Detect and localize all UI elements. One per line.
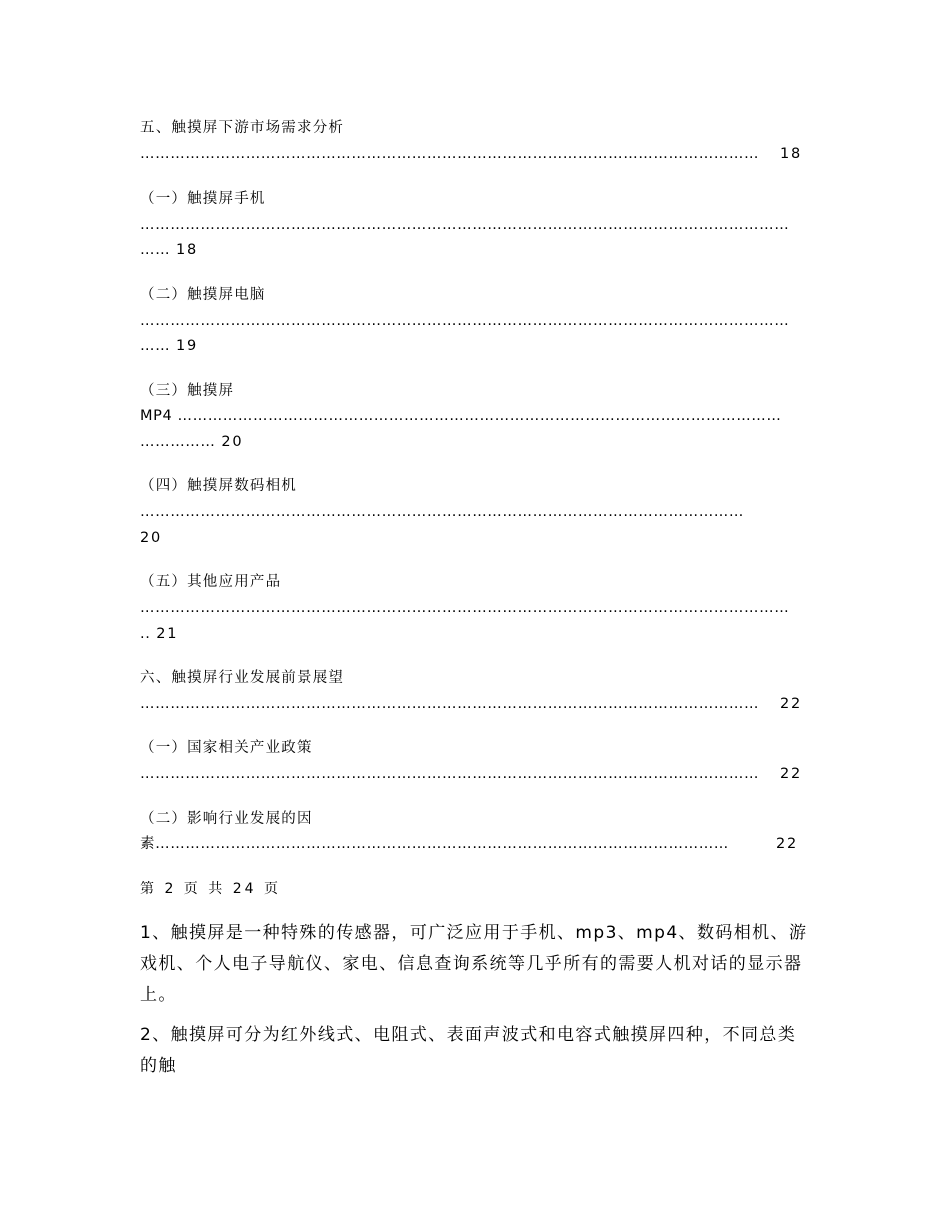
body-paragraph: 1、触摸屏是一种特殊的传感器，可广泛应用于手机、mp3、mp4、数码相机、游戏机、个人电子导航仪、家电、信息查询系统等几乎所有的需要人机对话的显示器上。 [140,923,808,1005]
toc-entry-title[interactable]: 五、触摸屏下游市场需求分析 [140,120,345,136]
toc-leader-dots: ………………………………………………………………………………………………………… [140,504,744,520]
toc-leader-dots: ………………………………………………………………………………………………………………… [140,217,790,233]
toc-leader-dots: .. [140,626,151,642]
toc-leader-dots: …………………………………………………………………………………………………………… [140,696,760,712]
toc-leader-dots: …………………………………………………………………………………………………………… [140,766,760,782]
toc-entry-leader [140,765,776,783]
toc-page-number: 20 [221,434,244,450]
toc-entry-leader [140,145,780,163]
toc-page-number: 21 [156,626,179,642]
toc-page-number: 22 [780,766,803,782]
toc-leader-dots: ………………………………………………………………………………………………………………… [140,600,790,616]
toc-leader-dots: …… [140,242,171,258]
toc-page-number: 22 [776,836,799,852]
toc-leader-dots: MP4 ………………………………………………………………………………………………………… [140,408,782,424]
toc-leader-dots: 素…………………………………………………………………………………………………… [140,836,729,852]
toc-page-number: 22 [780,696,803,712]
toc-entry-leader [140,835,772,853]
toc-entry-title[interactable]: （二）触摸屏电脑 [140,287,266,303]
toc-page-number: 20 [140,530,163,546]
toc-entry-leader [140,599,810,617]
toc-entry-title[interactable]: 六、触摸屏行业发展前景展望 [140,670,345,686]
toc-page-number: 18 [780,146,803,162]
toc-leader-dots: ………………………………………………………………………………………………………………… [140,313,790,329]
body-paragraph: 2、触摸屏可分为红外线式、电阻式、表面声波式和电容式触摸屏四种，不同总类的触 [140,1025,797,1076]
toc-leader-dots: …… [140,338,171,354]
toc-entry-title[interactable]: （一）触摸屏手机 [140,191,266,207]
toc-page-number: 18 [176,242,199,258]
toc-entry-continuation [140,337,198,355]
toc-entry-leader [140,407,810,425]
toc-entry-leader [140,216,810,234]
toc-leader-dots: …………… [140,434,216,450]
toc-entry-leader [140,503,796,521]
toc-entry-continuation [140,625,178,643]
toc-entry-title[interactable]: （一）国家相关产业政策 [140,740,313,756]
toc-entry-leader [140,695,776,713]
toc-entry-title[interactable]: （二）影响行业发展的因 [140,811,313,827]
toc-leader-dots: …………………………………………………………………………………………………………… [140,146,760,162]
toc-entry-leader [140,312,810,330]
toc-entry-continuation [140,433,243,451]
toc-entry-title[interactable]: （四）触摸屏数码相机 [140,478,297,494]
toc-entry-continuation [140,241,198,259]
toc-entry-title[interactable]: （五）其他应用产品 [140,574,282,590]
page-footer: 第 2 页 共 24 页 [140,881,281,897]
toc-entry-title[interactable]: （三）触摸屏 [140,383,235,399]
toc-page-number: 19 [176,338,199,354]
